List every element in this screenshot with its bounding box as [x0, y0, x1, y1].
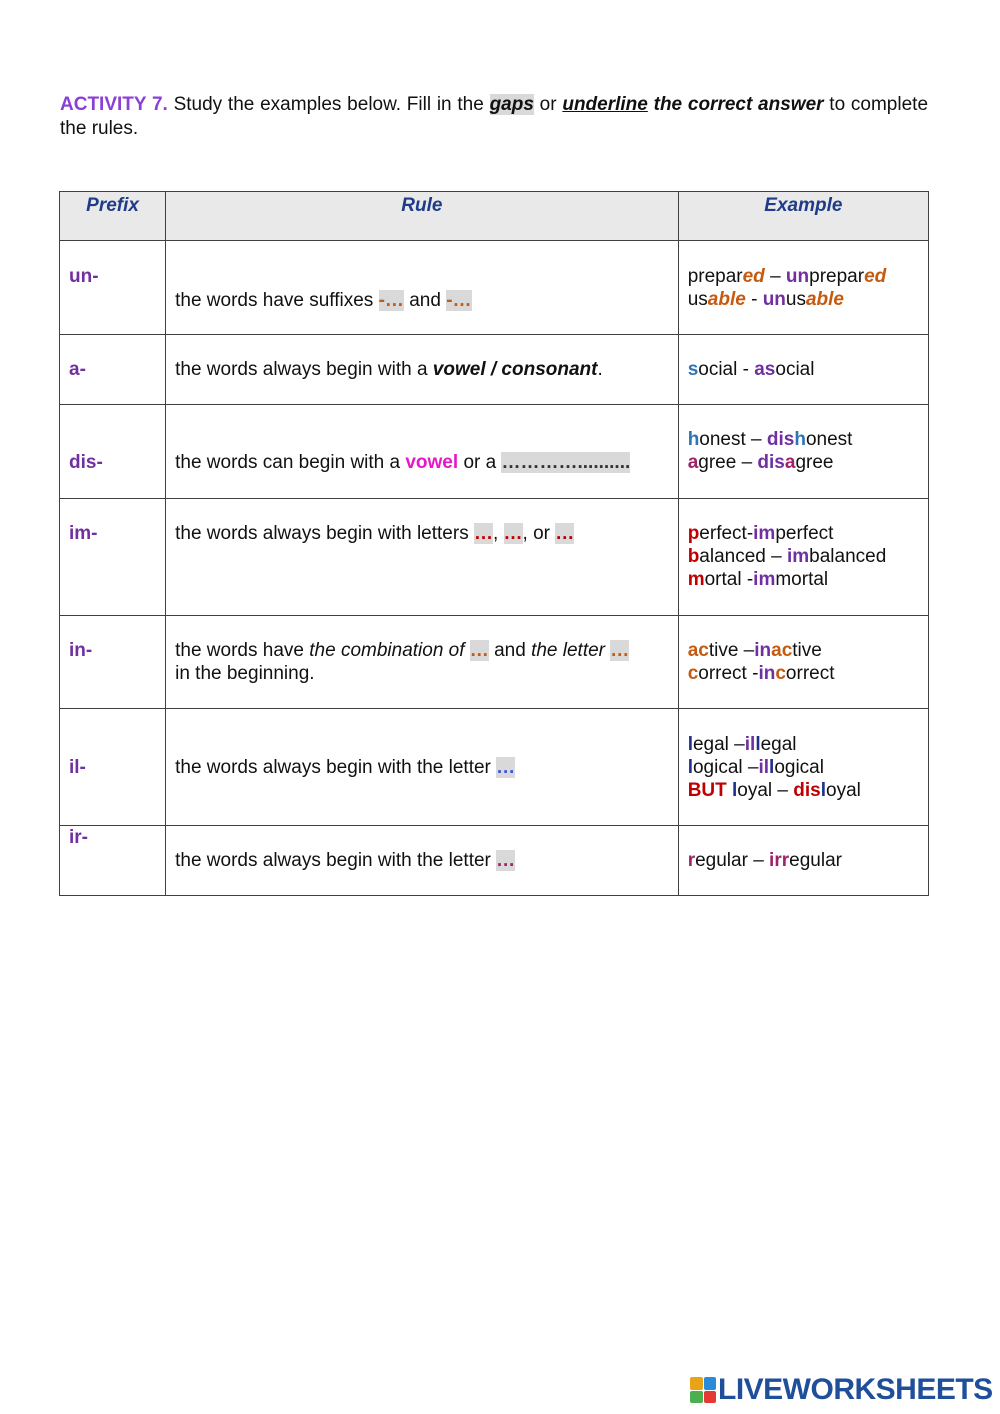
- table-row: [60, 405, 929, 499]
- underline-word: underline: [562, 94, 648, 115]
- prefix-label: in-: [69, 640, 93, 661]
- table-row: [60, 826, 929, 896]
- rule-cell: the words always begin with the letter …: [166, 826, 679, 896]
- rule-cell: the words always begin with a vowel / consonant.: [166, 335, 679, 405]
- rule-cell: the words have the combination of … and the letter … in the beginning.: [166, 616, 679, 709]
- activity-instructions: ACTIVITY 7. Study the examples below. Fill in the gaps or underline the correct answer to complete the rules.: [60, 94, 929, 139]
- example-cell: perfect-imperfect balanced – imbalanced mortal -immortal: [678, 499, 928, 616]
- prefix-label: ir-: [69, 827, 88, 848]
- gaps-word: gaps: [489, 94, 534, 115]
- gap-blank[interactable]: …: [496, 850, 516, 871]
- table-row: [60, 709, 929, 826]
- example-cell: active –inactive correct -incorrect: [678, 616, 928, 709]
- gap-blank[interactable]: …: [503, 523, 523, 544]
- example-cell: social - asocial: [678, 335, 928, 405]
- rule-cell: the words always begin with the letter …: [166, 709, 679, 826]
- table-header-row: [60, 192, 929, 241]
- prefix-label: dis-: [69, 452, 103, 473]
- logo-text: LIVEWORKSHEETS: [718, 1373, 993, 1406]
- rule-cell: the words always begin with letters …, …, or …: [166, 499, 679, 616]
- table-row: [60, 241, 929, 335]
- table-row: [60, 616, 929, 709]
- gap-blank[interactable]: …: [610, 640, 630, 661]
- header-rule: Rule: [166, 192, 679, 241]
- gap-blank[interactable]: …: [473, 523, 493, 544]
- table-row: [60, 499, 929, 616]
- header-prefix: Prefix: [60, 192, 166, 241]
- prefix-rules-table: [59, 191, 929, 896]
- gap-blank[interactable]: …: [555, 523, 575, 544]
- gap-blank[interactable]: …………..........: [501, 452, 631, 473]
- answer-choice[interactable]: vowel / consonant: [432, 359, 598, 380]
- gap-blank[interactable]: -…: [446, 290, 472, 311]
- rule-cell: the words have suffixes -… and -…: [166, 241, 679, 335]
- example-cell: prepared – unprepared usable - unusable: [678, 241, 928, 335]
- prefix-label: il-: [69, 756, 86, 778]
- prefix-label: un-: [69, 266, 99, 287]
- liveworksheets-logo: [690, 1375, 993, 1405]
- example-cell: legal –illegal logical –illogical BUT loyal – disloyal: [678, 709, 928, 826]
- table-row: [60, 335, 929, 405]
- example-cell: honest – dishonest agree – disagree: [678, 405, 928, 499]
- gap-blank[interactable]: -…: [378, 290, 404, 311]
- prefix-label: im-: [69, 523, 98, 544]
- gap-blank[interactable]: …: [469, 640, 489, 661]
- rule-cell: the words can begin with a vowel or a …………..........: [166, 405, 679, 499]
- gap-blank[interactable]: …: [496, 756, 516, 778]
- prefix-label: a-: [69, 359, 86, 380]
- activity-label: ACTIVITY 7.: [60, 94, 168, 115]
- example-cell: regular – irregular: [678, 826, 928, 896]
- header-example: Example: [678, 192, 928, 241]
- liveworksheets-logo-icon: [690, 1377, 716, 1403]
